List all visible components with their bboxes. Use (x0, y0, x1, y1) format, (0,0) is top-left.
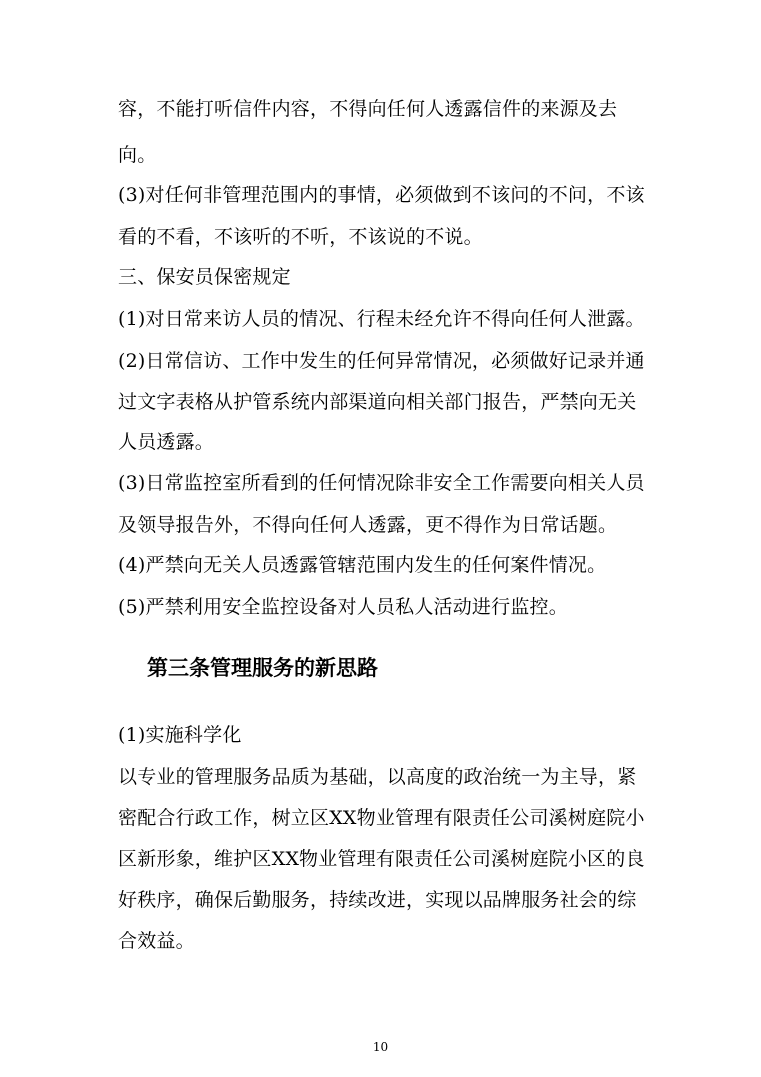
text-line: 合效益。 (118, 930, 195, 952)
text-line: 人员透露。 (118, 431, 215, 453)
text-line: (3)对任何非管理范围内的事情，必须做到不该问的不问，不该 (118, 184, 645, 206)
section-title: 三、保安员保密规定 (118, 266, 291, 288)
text-line: (4)严禁向无关人员透露管辖范围内发生的任何案件情况。 (118, 554, 607, 576)
text-line: 过文字表格从护管系统内部渠道向相关部门报告，严禁向无关 (118, 391, 637, 413)
text-line: 向。 (118, 144, 157, 166)
text-line: 区新形象，维护区XX物业管理有限责任公司溪树庭院小区的良 (118, 848, 645, 870)
text-line: (5)严禁利用安全监控设备对人员私人活动进行监控。 (118, 596, 568, 618)
text-line: 及领导报告外，不得向任何人透露，更不得作为日常话题。 (118, 514, 618, 536)
text-line: (2)日常信访、工作中发生的任何异常情况，必须做好记录并通 (118, 350, 645, 372)
subsection-title: (1)实施科学化 (118, 724, 242, 746)
article-heading: 第三条管理服务的新思路 (147, 656, 378, 680)
text-line: 好秩序，确保后勤服务，持续改进，实现以品牌服务社会的综 (118, 889, 637, 911)
text-line: 看的不看，不该听的不听，不该说的不说。 (118, 226, 483, 248)
text-line: 容，不能打听信件内容，不得向任何人透露信件的来源及去 (118, 98, 618, 120)
page-number: 10 (372, 1040, 389, 1054)
text-line: (3)日常监控室所看到的任何情况除非安全工作需要向相关人员 (118, 472, 645, 494)
text-line: 以专业的管理服务品质为基础，以高度的政治统一为主导，紧 (118, 766, 637, 788)
text-line: 密配合行政工作，树立区XX物业管理有限责任公司溪树庭院小 (118, 807, 645, 829)
text-line: (1)对日常来访人员的情况、行程未经允许不得向任何人泄露。 (118, 308, 645, 330)
